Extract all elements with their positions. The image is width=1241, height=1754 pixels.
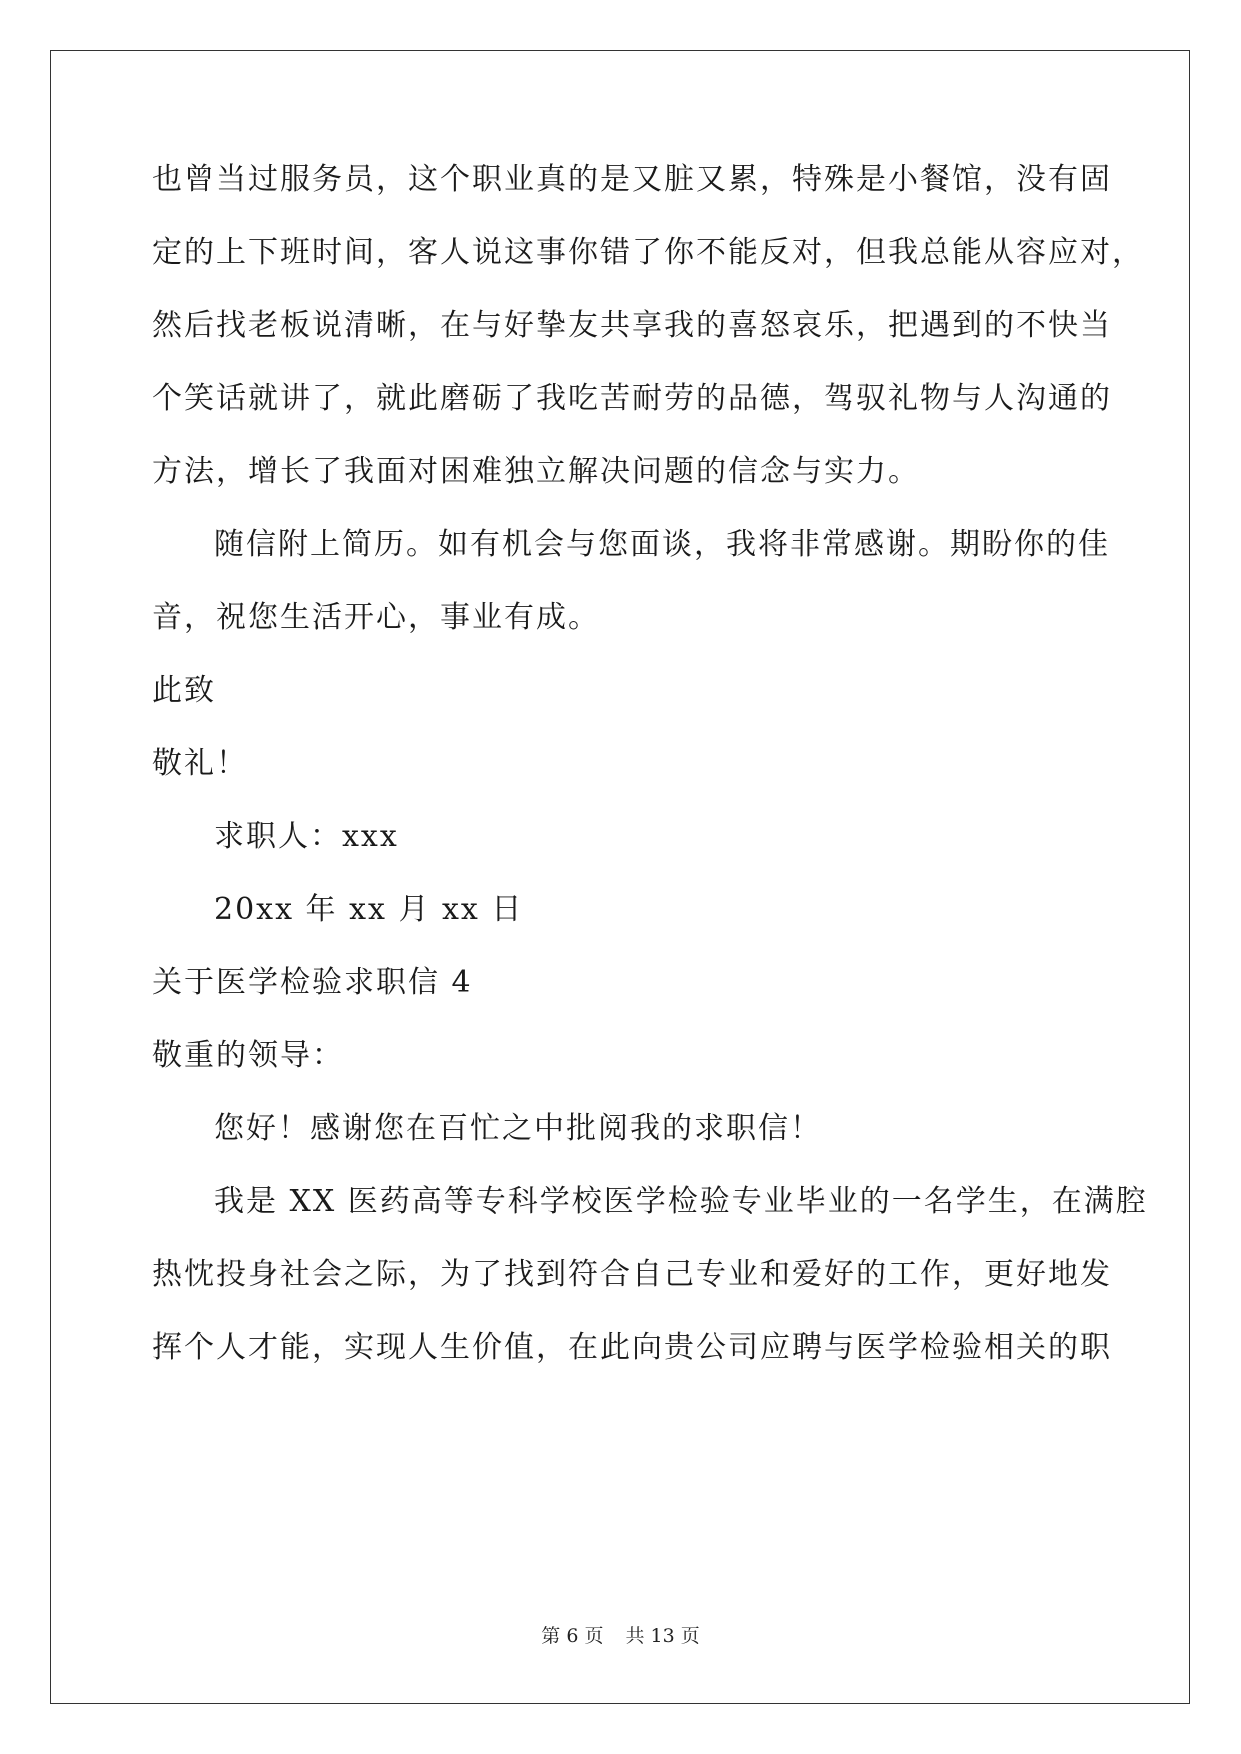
page-frame: [50, 50, 1190, 1704]
body-line: 个笑话就讲了，就此磨砺了我吃苦耐劳的品德，驾驭礼物与人沟通的: [152, 381, 1112, 416]
page-total: 共 13 页: [625, 1625, 700, 1647]
body-line: 热忱投身社会之际，为了找到符合自己专业和爱好的工作，更好地发: [152, 1257, 1112, 1292]
signature-line: 求职人：xxx: [214, 819, 399, 854]
body-line: 我是 XX 医药高等专科学校医学检验专业毕业的一名学生，在满腔: [214, 1184, 1148, 1219]
body-line: 您好！感谢您在百忙之中批阅我的求职信！: [214, 1111, 822, 1146]
body-line: 方法，增长了我面对困难独立解决问题的信念与实力。: [152, 454, 920, 489]
body-line: 也曾当过服务员，这个职业真的是又脏又累，特殊是小餐馆，没有固: [152, 162, 1112, 197]
closing-line: 此致: [152, 673, 216, 708]
body-line: 音，祝您生活开心，事业有成。: [152, 600, 600, 635]
date-line: 20xx 年 xx 月 xx 日: [214, 892, 524, 927]
salutation-line: 敬礼！: [152, 746, 248, 781]
page-number: 第 6 页: [541, 1625, 604, 1647]
section-heading: 关于医学检验求职信 4: [152, 965, 473, 1000]
body-line: 挥个人才能，实现人生价值，在此向贵公司应聘与医学检验相关的职: [152, 1330, 1112, 1365]
greeting-line: 敬重的领导：: [152, 1038, 344, 1073]
page-footer: [0, 1624, 1241, 1648]
body-line: 然后找老板说清晰，在与好挚友共享我的喜怒哀乐，把遇到的不快当: [152, 308, 1112, 343]
body-line: 随信附上简历。如有机会与您面谈，我将非常感谢。期盼你的佳: [214, 527, 1110, 562]
body-line: 定的上下班时间，客人说这事你错了你不能反对，但我总能从容应对，: [152, 235, 1144, 270]
